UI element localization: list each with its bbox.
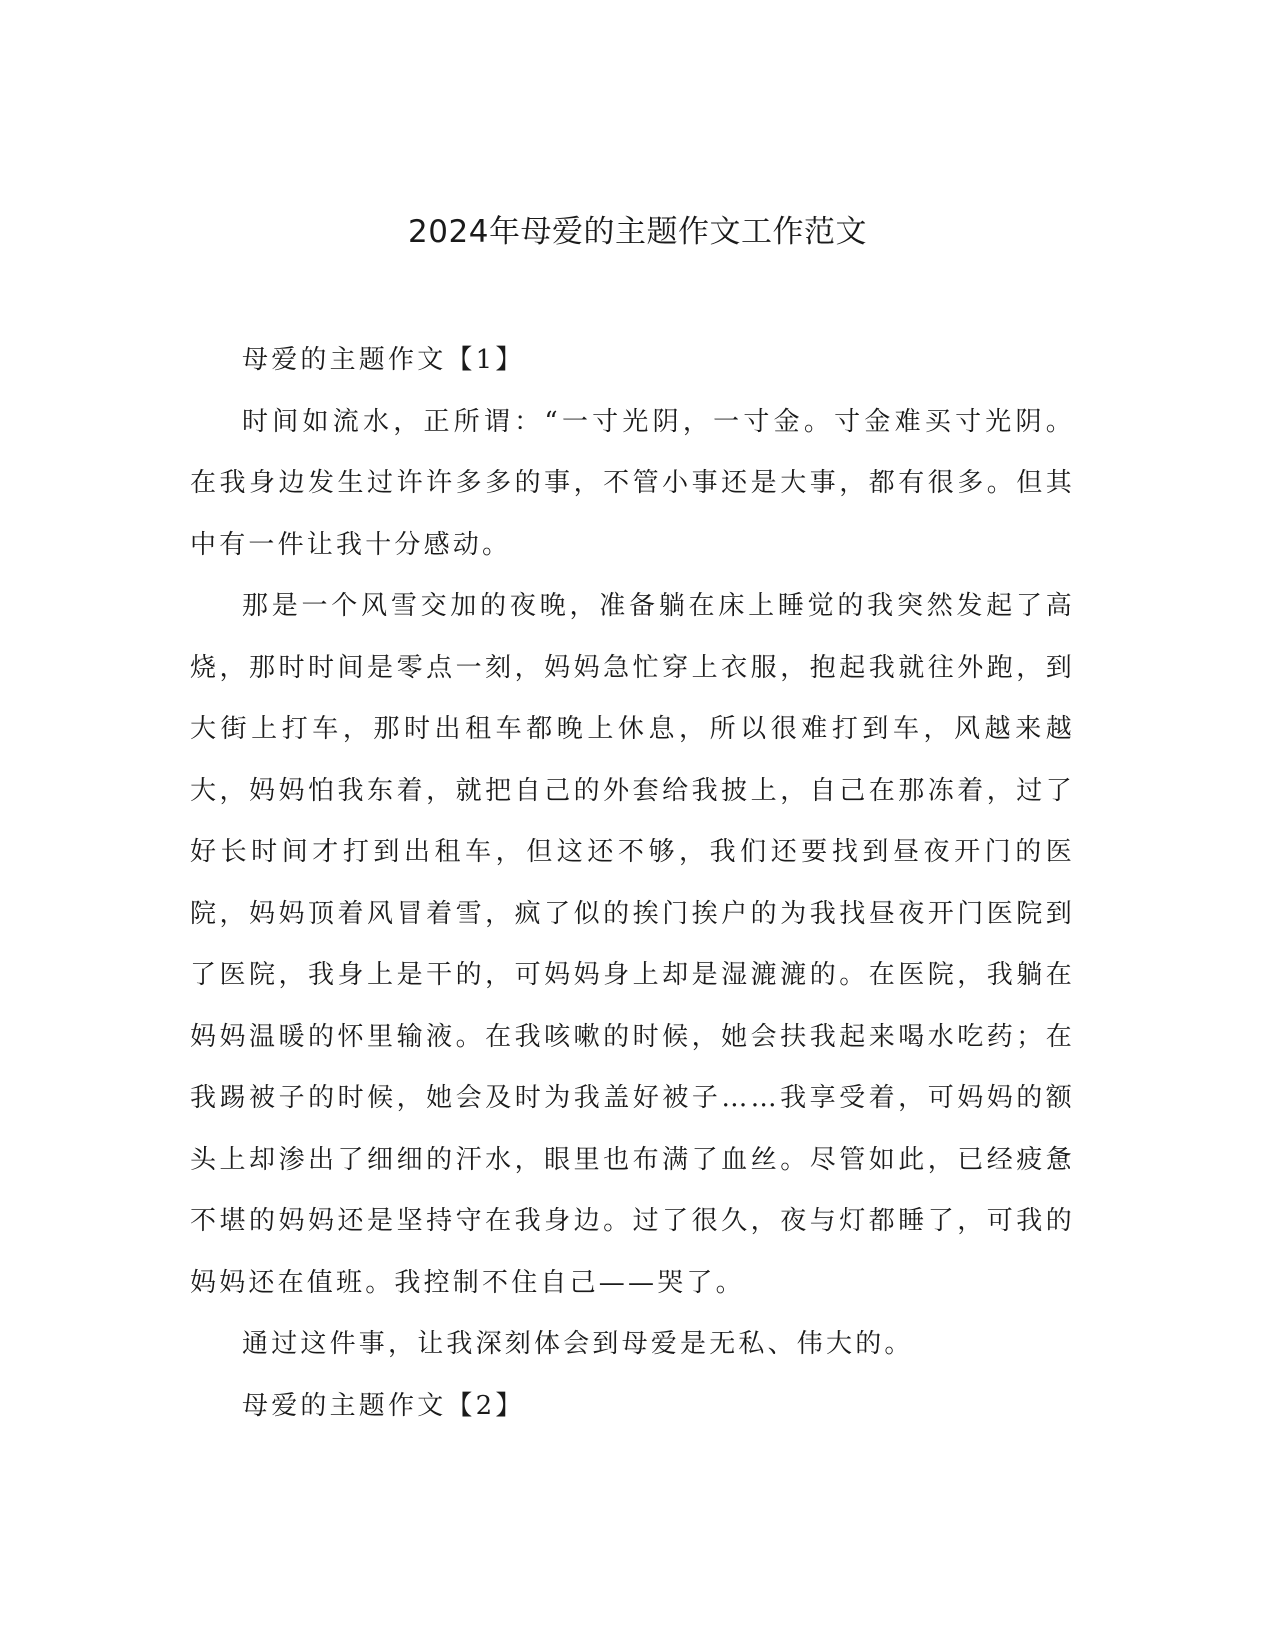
document-title: 2024年母爱的主题作文工作范文	[408, 214, 867, 250]
section-heading-1: 母爱的主题作文【1】	[242, 345, 525, 375]
paragraph: 时间如流水，正所谓：“一寸光阴，一寸金。寸金难买寸光阴。在我身边发生过许许多多的事，不管小事还是大事，都有很多。但其中有一件让我十分感动。	[190, 406, 1075, 560]
paragraph: 通过这件事，让我深刻体会到母爱是无私、伟大的。	[242, 1329, 914, 1359]
document-body	[190, 330, 1075, 1437]
paragraph: 那是一个风雪交加的夜晚，准备躺在床上睡觉的我突然发起了高烧，那时时间是零点一刻，妈妈急忙穿上衣服，抱起我就往外跑，到大街上打车，那时出租车都晚上休息，所以很难打到车，风越来越大，妈妈怕我东着，就把自己的外套给我披上，自己在那冻着，过了好长时间才打到出租车，但这还不够，我们还要找到昼夜开门的医院，妈妈顶着风冒着雪，疯了似的挨门挨户的为我找昼夜开门医院到了医院，我身上是干的，可妈妈身上却是湿漉漉的。在医院，我躺在妈妈温暖的怀里输液。在我咳嗽的时候，她会扶我起来喝水吃药；在我踢被子的时候，她会及时为我盖好被子……我享受着，可妈妈的额头上却渗出了细细的汗水，眼里也布满了血丝。尽管如此，已经疲惫不堪的妈妈还是坚持守在我身边。过了很久，夜与灯都睡了，可我的妈妈还在值班。我控制不住自己——哭了。	[190, 591, 1075, 1298]
section-heading-2: 母爱的主题作文【2】	[242, 1390, 525, 1421]
